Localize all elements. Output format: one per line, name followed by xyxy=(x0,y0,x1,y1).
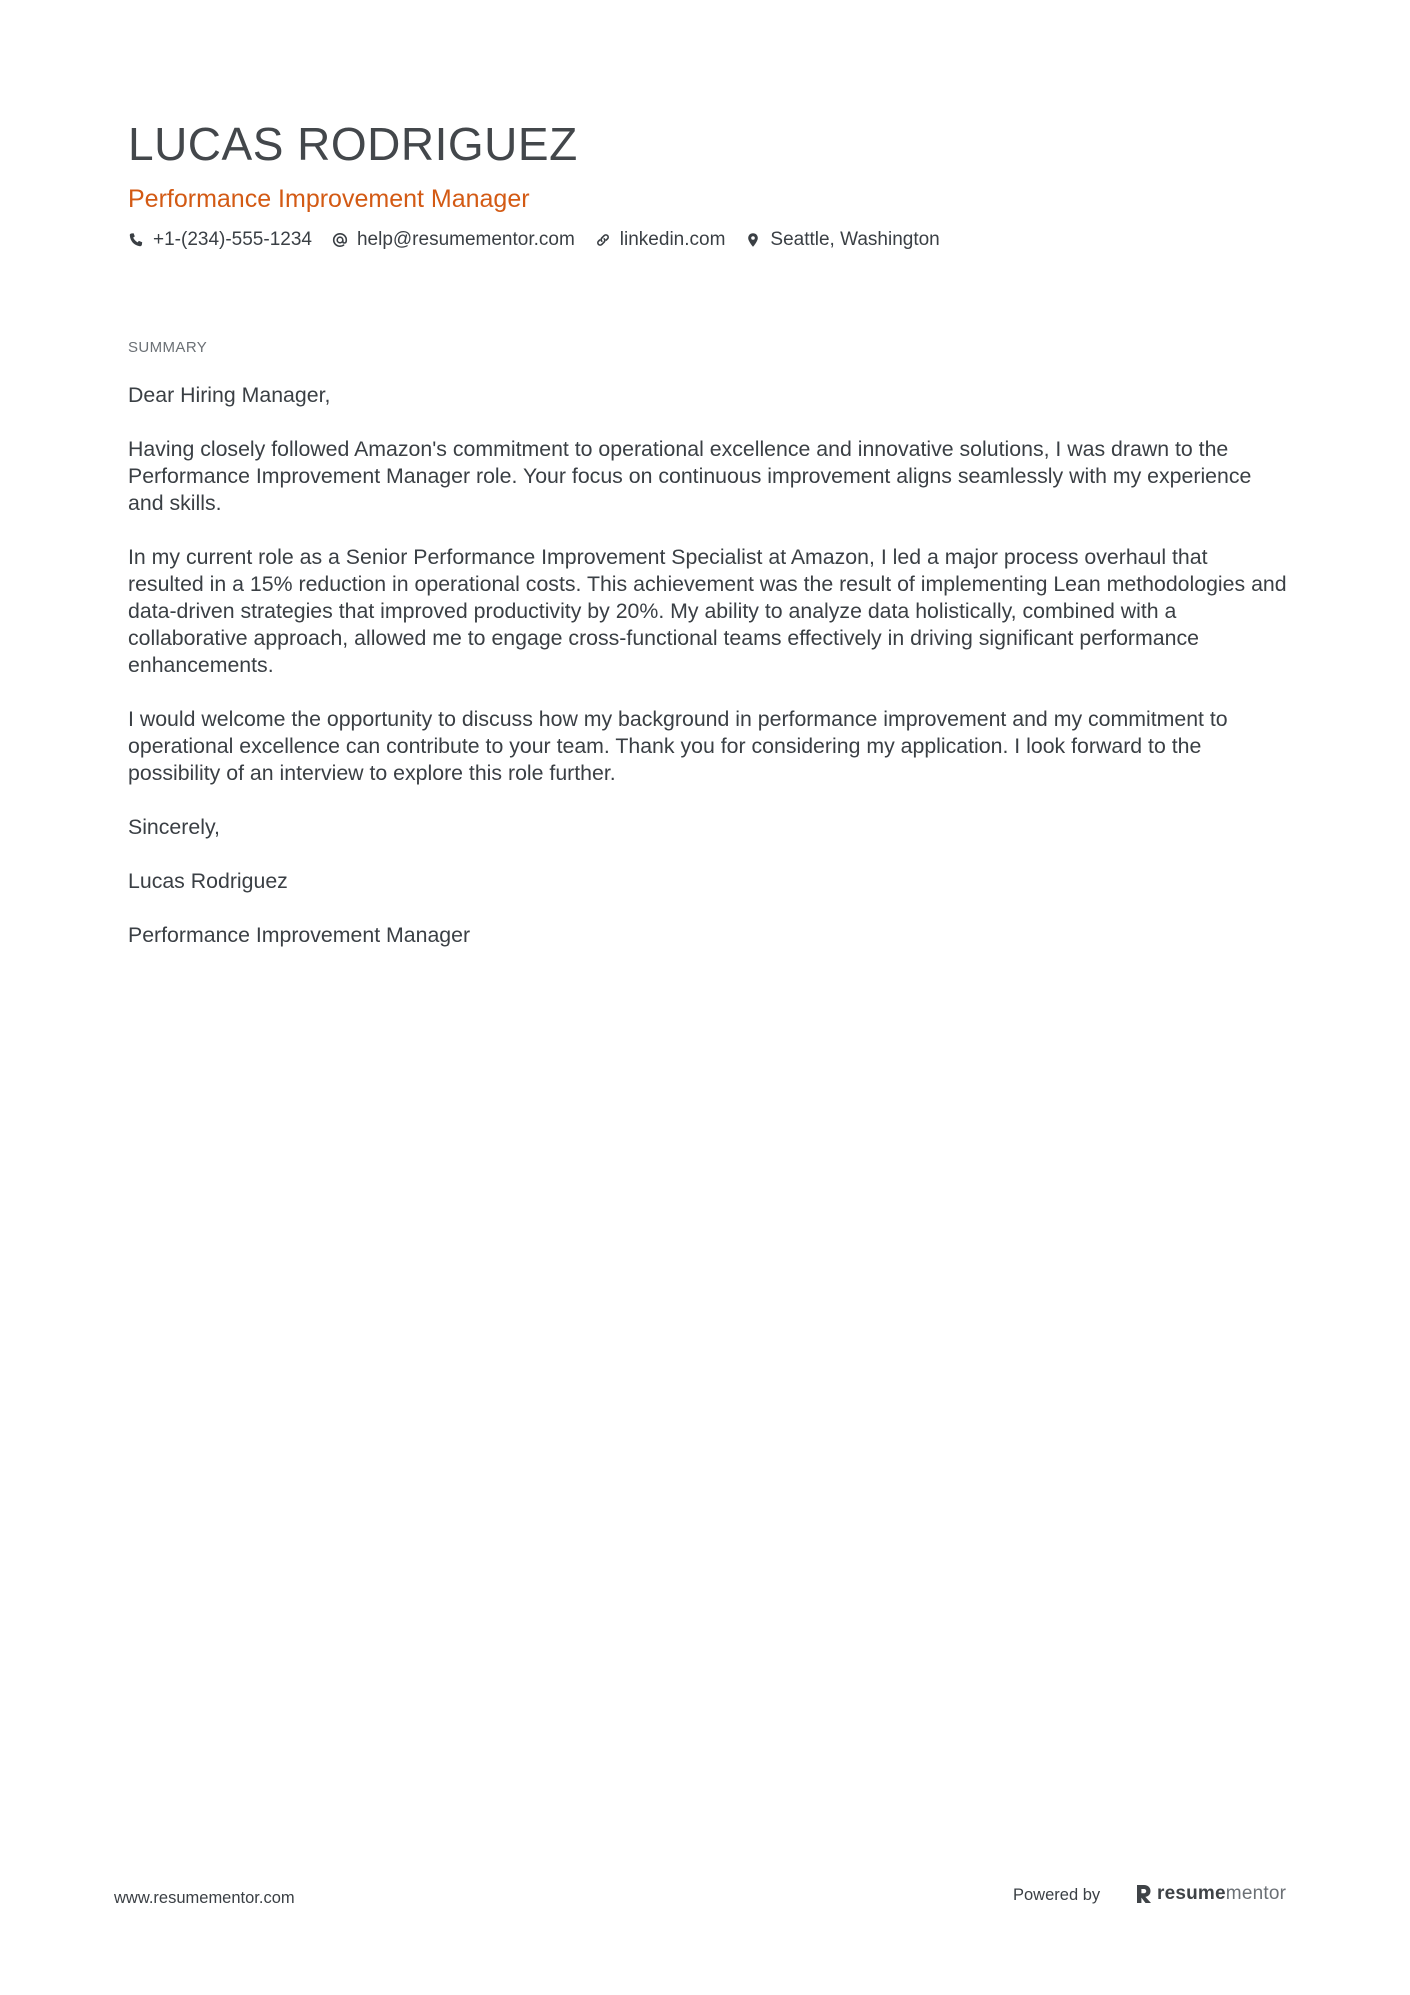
location-text: Seattle, Washington xyxy=(770,229,940,250)
logo-wordmark-part2: mentor xyxy=(1225,1883,1287,1904)
candidate-name: LUCAS RODRIGUEZ xyxy=(128,118,578,170)
resumementor-logo[interactable] xyxy=(1135,1880,1286,1908)
footer-website-link[interactable]: www.resumementor.com xyxy=(114,1889,295,1907)
at-icon xyxy=(332,232,348,248)
location-pin-icon xyxy=(745,232,761,248)
letter-paragraph: Having closely followed Amazon's commitment to operational excellence and innovative solutions, I was drawn to the Performance Improvement Manager role. Your focus on continuous improvement aligns seamlessly with my experience and skills. xyxy=(128,437,1252,515)
logo-wordmark-part1: resume xyxy=(1157,1883,1226,1904)
contact-email[interactable] xyxy=(332,226,575,254)
logo-wordmark xyxy=(1157,1880,1286,1908)
letter-greeting: Dear Hiring Manager, xyxy=(128,383,331,407)
letter-paragraph: I would welcome the opportunity to discuss how my background in performance improvement and my commitment to operational excellence can contribute to your team. Thank you for considering my application. I look forward to the possibility of an interview to explore this role further. xyxy=(128,707,1228,785)
contact-linkedin[interactable] xyxy=(595,226,726,254)
link-icon xyxy=(595,232,611,248)
resumementor-logo-icon xyxy=(1135,1883,1153,1905)
section-label-summary: SUMMARY xyxy=(128,339,208,356)
job-title: Performance Improvement Manager xyxy=(128,185,530,213)
contact-phone xyxy=(128,226,312,254)
signature-title: Performance Improvement Manager xyxy=(128,923,471,947)
signature-name: Lucas Rodriguez xyxy=(128,869,288,893)
contact-location xyxy=(745,226,939,254)
contact-bar xyxy=(128,226,960,254)
linkedin-text: linkedin.com xyxy=(619,229,726,250)
footer-powered-by: Powered by xyxy=(1013,1886,1101,1904)
phone-icon xyxy=(128,232,144,248)
phone-text: +1-(234)-555-1234 xyxy=(153,229,312,250)
letter-body xyxy=(128,382,1288,976)
letter-paragraph: In my current role as a Senior Performance Improvement Specialist at Amazon, I led a major process overhaul that resulted in a 15% reduction in operational costs. This achievement was the result of implementing Lean methodologies and data-driven strategies that improved productivity by 20%. My ability to analyze data holistically, combined with a collaborative approach, allowed me to engage cross-functional teams effectively in driving significant performance enhancements. xyxy=(128,545,1287,677)
email-text: help@resumementor.com xyxy=(356,229,575,250)
letter-closing: Sincerely, xyxy=(128,815,220,839)
